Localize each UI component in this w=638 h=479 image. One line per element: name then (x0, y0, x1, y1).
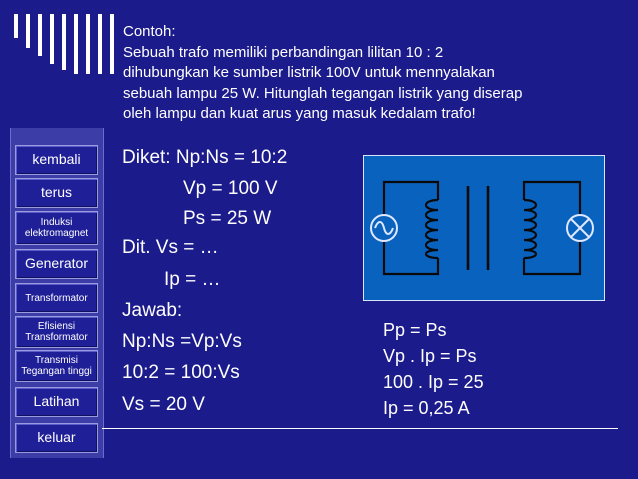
nav-kembali-button[interactable]: kembali (15, 145, 98, 175)
problem-line: dihubungkan ke sumber listrik 100V untuk mennyalakan (123, 64, 495, 81)
divider-line (102, 428, 618, 429)
nav-generator-button[interactable]: Generator (15, 249, 98, 279)
nav-efisiensi-button[interactable]: Efisiensi Transformator (15, 316, 98, 348)
nav-keluar-button[interactable]: keluar (15, 423, 98, 453)
problem-line: Contoh: (123, 23, 176, 40)
nav-terus-button[interactable]: terus (15, 178, 98, 208)
solution-line: Dit. Vs = … (122, 237, 219, 258)
nav-transformator-button[interactable]: Transformator (15, 283, 98, 313)
solution-line: Diket: Np:Ns = 10:2 (122, 147, 288, 168)
solution-line: Vs = 20 V (122, 394, 205, 415)
transformer-diagram-svg (364, 156, 604, 300)
ac-source-icon (371, 215, 397, 241)
power-calc-line: 100 . Ip = 25 (383, 372, 484, 392)
secondary-coil-icon (524, 200, 536, 258)
primary-coil-icon (426, 200, 438, 258)
transformer-diagram (363, 155, 605, 301)
solution-line: Ps = 25 W (183, 208, 272, 229)
problem-line: oleh lampu dan kuat arus yang masuk kedalam trafo! (123, 105, 476, 122)
problem-line: Sebuah trafo memiliki perbandingan lilitan 10 : 2 (123, 43, 444, 61)
problem-line: sebuah lampu 25 W. Hitunglah tegangan listrik yang diserap (123, 84, 523, 102)
problem-statement (123, 22, 623, 125)
power-calc-line: Pp = Ps (383, 320, 447, 340)
lamp-icon (567, 215, 593, 241)
solution-line: Jawab: (122, 300, 183, 321)
decorative-stripes (14, 14, 114, 74)
power-calc-line: Ip = 0,25 A (383, 398, 470, 418)
nav-transmisi-button[interactable]: Transmisi Tegangan tinggi (15, 350, 98, 382)
power-calc-line: Vp . Ip = Ps (383, 346, 477, 366)
solution-line: Vp = 100 V (183, 178, 278, 199)
nav-latihan-button[interactable]: Latihan (15, 387, 98, 417)
nav-induksi-button[interactable]: Induksi elektromagnet (15, 211, 98, 245)
solution-line: Np:Ns =Vp:Vs (122, 331, 242, 352)
solution-line: Ip = … (164, 269, 221, 290)
solution-line: 10:2 = 100:Vs (122, 362, 240, 383)
